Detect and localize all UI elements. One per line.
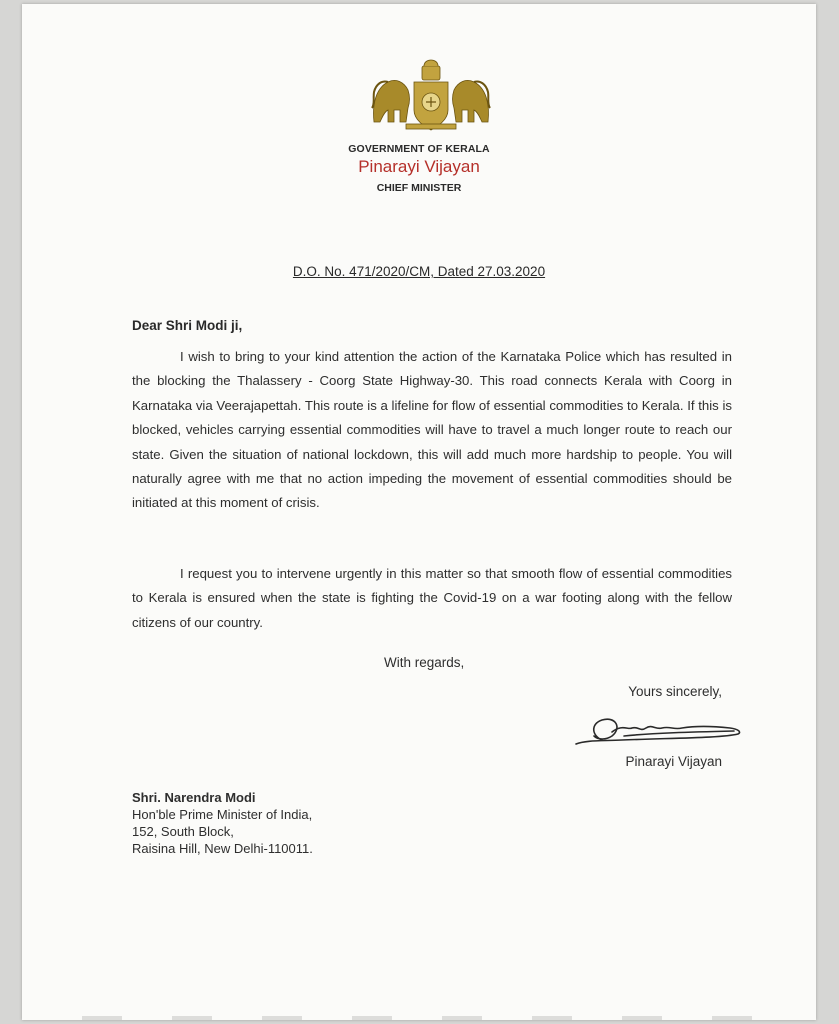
closing-regards: With regards,: [384, 655, 465, 670]
letter-page: [22, 4, 816, 1020]
addressee-block: [132, 789, 313, 857]
reference-number: D.O. No. 471/2020/CM, Dated 27.03.2020: [292, 264, 546, 279]
body-paragraph-2: I request you to intervene urgently in this matter so that smooth flow of essential commodities to Kerala is ensured when the state is fighting the Covid-19 on a war footing along with the fellow citizens of our country.: [132, 566, 732, 630]
body-paragraph-1: I wish to bring to your kind attention the action of the Karnataka Police which has resulted in the blocking the Thalassery - Coorg State Highway-30. This road connects Kerala with Coorg in Karnataka via Veerajapettah. This route is a lifeline for flow of essential commodities to Kerala. If this is blocked, vehicles carrying essential commodities will have to travel a much longer route to reach our state. Given the situation of national lockdown, this will add much more hardship to people. You will naturally agree with me that no action impeding the movement of essential commodities should be initiated at this moment of crisis.: [132, 349, 732, 511]
kerala-state-emblem-icon: [366, 52, 496, 134]
letterhead-title: CHIEF MINISTER: [376, 182, 462, 194]
footer-divider: [82, 1016, 762, 1020]
addressee-name: Shri. Narendra Modi: [132, 790, 256, 805]
handwritten-signature-icon: [562, 706, 752, 752]
closing-sincerely: Yours sincerely,: [628, 684, 722, 699]
signer-name: Pinarayi Vijayan: [625, 754, 722, 769]
reference-line: [22, 264, 816, 279]
addressee-line-2: 152, South Block,: [132, 824, 234, 839]
salutation: Dear Shri Modi ji,: [132, 318, 243, 333]
letterhead-name: Pinarayi Vijayan: [358, 157, 480, 176]
addressee-line-1: Hon'ble Prime Minister of India,: [132, 807, 313, 822]
letterhead-government: GOVERNMENT OF KERALA: [348, 143, 490, 155]
addressee-line-3: Raisina Hill, New Delhi-110011.: [132, 841, 313, 856]
